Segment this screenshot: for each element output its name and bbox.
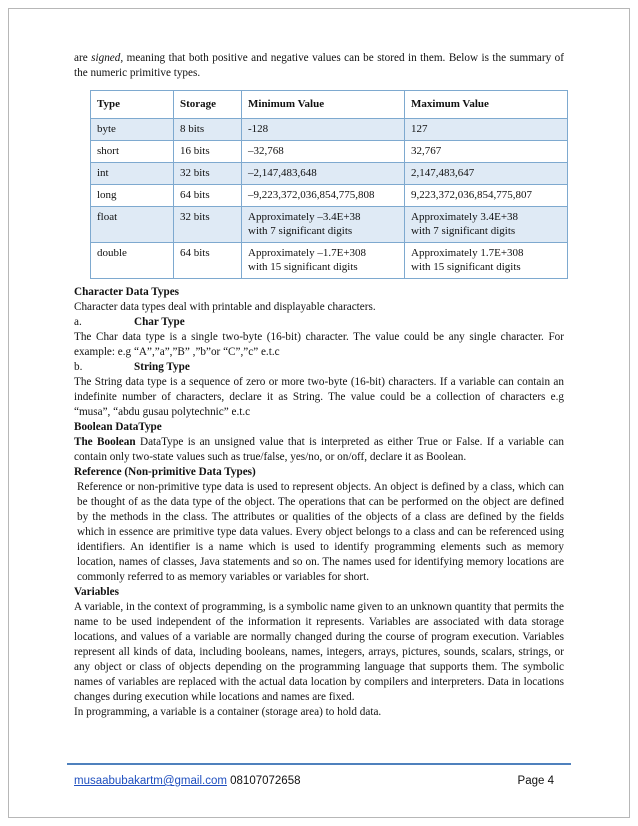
table-cell: 2,147,483,647 <box>405 163 568 185</box>
table-cell: 8 bits <box>174 119 242 141</box>
boolean-heading: Boolean DataType <box>74 421 162 433</box>
table-header-cell: Maximum Value <box>405 91 568 119</box>
boolean-text: DataType is an unsigned value that is interpreted as either True or False. If a variable can contain only two-state values such as true/false, yes/no, or on/off, declare it as Boolean. <box>74 436 564 463</box>
table-cell: int <box>91 163 174 185</box>
table-cell: 16 bits <box>174 141 242 163</box>
table-cell: Approximately 3.4E+38 with 7 significant digits <box>405 207 568 243</box>
table-cell: 127 <box>405 119 568 141</box>
table-cell: double <box>91 243 174 279</box>
footer-rule <box>67 763 571 765</box>
table-cell: Approximately –3.4E+38 with 7 significant digits <box>242 207 405 243</box>
footer-email-link[interactable]: musaabubakartm@gmail.com <box>74 775 227 787</box>
table-cell: 9,223,372,036,854,775,807 <box>405 185 568 207</box>
variables-paragraph: A variable, in the context of programming, is a symbolic name given to an unknown quantity that permits the name to be used independent of the information it represents. Variables are associated with data storage locations, and values of a variable are normally changed during the course of program execution. Variables represent all kinds of data, including booleans, names, integers, arrays, pictures, sounds, scalars, strings, or any object or class of objects depending on the programming language that supports them. The symbolic names of variables are replaced with the actual data location by compilers and interpreters. Data in locations changes during execution while locations and names are fixed. <box>74 601 564 703</box>
char-type-heading <box>74 315 564 330</box>
table-cell: –2,147,483,648 <box>242 163 405 185</box>
string-type-heading <box>74 360 564 375</box>
table-header-row <box>91 91 568 119</box>
character-heading: Character Data Types <box>74 286 180 298</box>
intro-text-2: meaning that both positive and negative values can be stored in them. Below is the summary of the numeric primitive types. <box>74 52 564 79</box>
table-cell: –32,768 <box>242 141 405 163</box>
table-cell: 64 bits <box>174 185 242 207</box>
document-body <box>74 51 564 720</box>
table-row <box>91 141 568 163</box>
char-type-label: a. <box>74 316 82 328</box>
table-cell: Approximately 1.7E+308 with 15 significant digits <box>405 243 568 279</box>
table-row <box>91 207 568 243</box>
boolean-paragraph <box>74 435 564 465</box>
table-header-cell: Type <box>91 91 174 119</box>
character-intro: Character data types deal with printable and displayable characters. <box>74 301 376 313</box>
table-cell: short <box>91 141 174 163</box>
numeric-types-table <box>90 90 568 279</box>
table-cell: -128 <box>242 119 405 141</box>
footer-phone: 08107072658 <box>226 775 301 787</box>
variables-closing: In programming, a variable is a container (storage area) to hold data. <box>74 706 382 718</box>
reference-paragraph: Reference or non-primitive type data is used to represent objects. An object is defined by a class, which can be thought of as the data type of the object. The operations that can be performed on the object are defined by the methods in the class. The attributes or qualities of the objects of a class are defined by the fields which in essence are primitive type data values. Every object belongs to a class and can be referenced using identifiers. An identifier is a name which is used to identify programming elements such as memory location, names of classes, Java statements and so on. The names used for identifying memory locations are commonly referred to as memory variables or variables for short. <box>77 481 564 583</box>
table-header-cell: Minimum Value <box>242 91 405 119</box>
table-cell: –9,223,372,036,854,775,808 <box>242 185 405 207</box>
variables-heading: Variables <box>74 586 119 598</box>
footer-contact <box>74 775 301 787</box>
table-cell: 64 bits <box>174 243 242 279</box>
footer-page-number: Page 4 <box>517 775 554 787</box>
string-type-label: b. <box>74 361 83 373</box>
intro-text-1: are <box>74 52 92 64</box>
table-cell: byte <box>91 119 174 141</box>
string-type-title: String Type <box>134 361 190 373</box>
char-type-paragraph: The Char data type is a single two-byte (16-bit) character. The value could be any single character. For example: e.g “A”,”a”,”B” ,”b”or “C”,”c” e.t.c <box>74 331 564 358</box>
table-body <box>91 119 568 279</box>
table-row <box>91 163 568 185</box>
table-cell: 32 bits <box>174 207 242 243</box>
table-row <box>91 243 568 279</box>
table-cell: Approximately –1.7E+308 with 15 significant digits <box>242 243 405 279</box>
intro-signed: signed, <box>91 52 124 64</box>
char-type-title: Char Type <box>134 316 185 328</box>
table-cell: long <box>91 185 174 207</box>
table-cell: 32,767 <box>405 141 568 163</box>
intro-paragraph <box>74 51 564 81</box>
reference-heading: Reference (Non-primitive Data Types) <box>74 466 256 478</box>
table-row <box>91 185 568 207</box>
table-row <box>91 119 568 141</box>
table-cell: 32 bits <box>174 163 242 185</box>
table-header-cell: Storage <box>174 91 242 119</box>
table-cell: float <box>91 207 174 243</box>
boolean-lead: The Boolean <box>74 436 136 448</box>
string-type-paragraph: The String data type is a sequence of zero or more two-byte (16-bit) characters. If a variable can contain an indefinite number of characters, declare it as String. The value could be a collection of characters e.g “musa”, “abdu gusau polytechnic” e.t.c <box>74 376 564 418</box>
